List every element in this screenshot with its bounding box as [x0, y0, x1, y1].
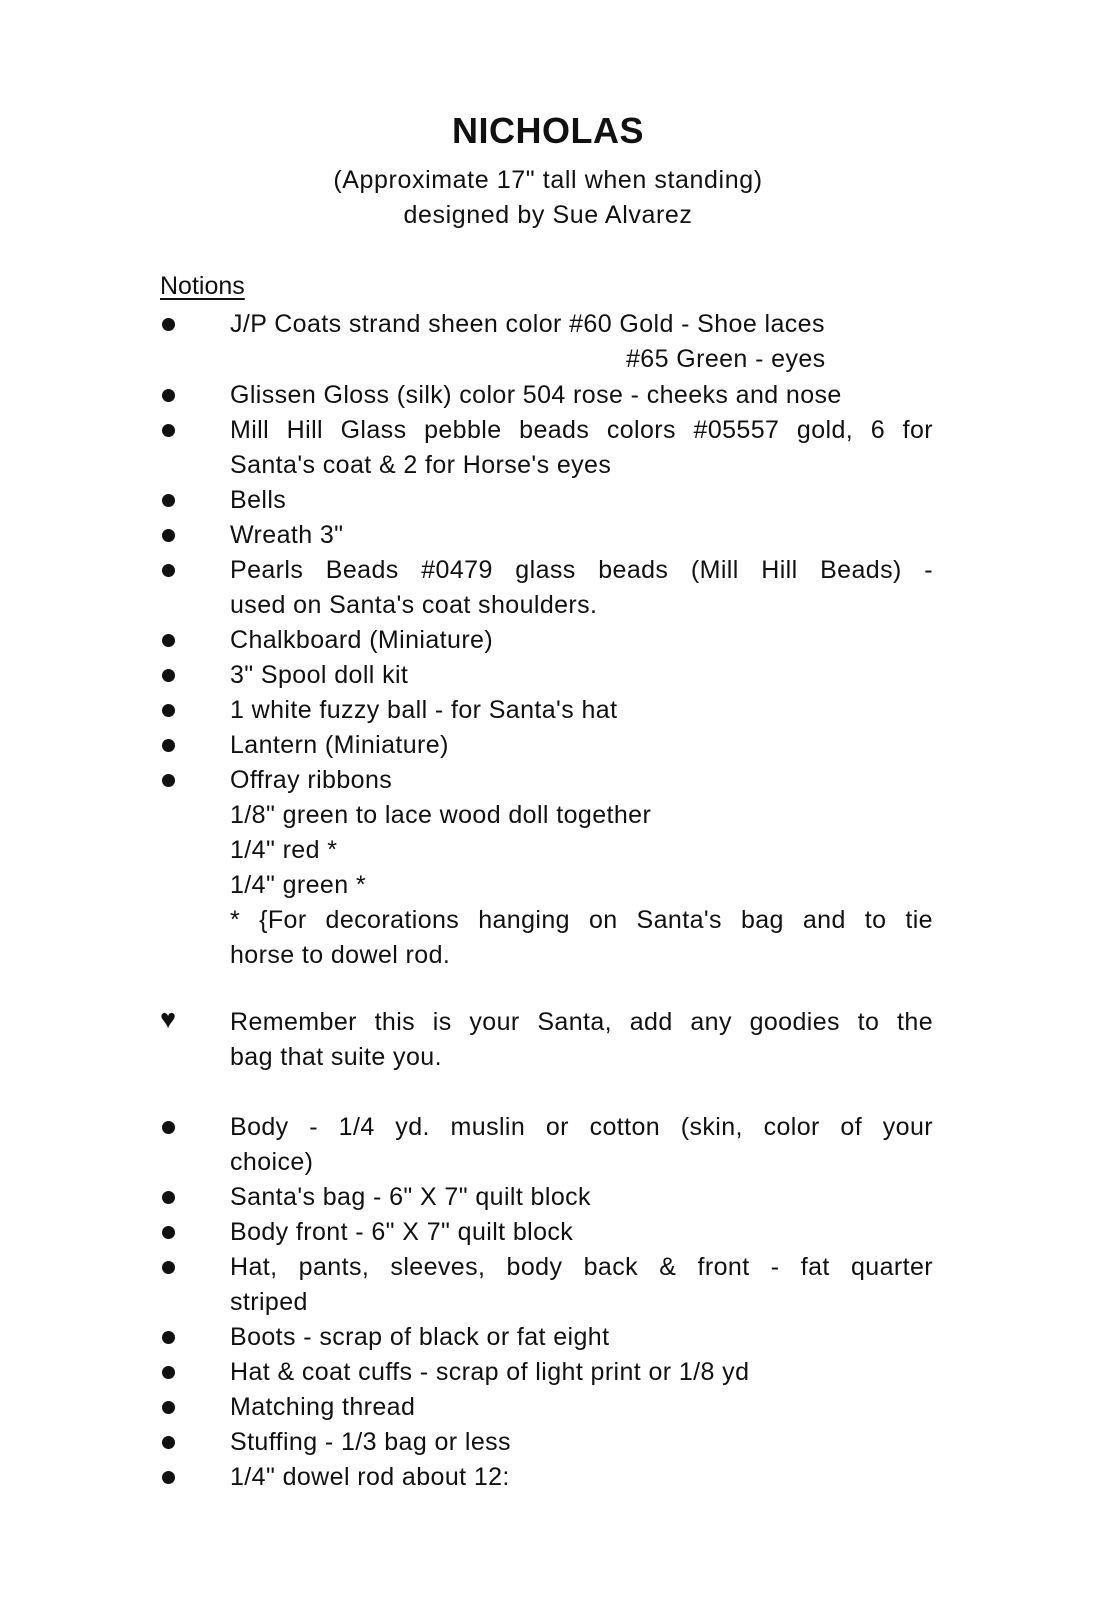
bullet-icon — [162, 1471, 175, 1484]
list-item-text: 1/4" red * — [230, 836, 338, 864]
list-item — [0, 1214, 1112, 1250]
list-item — [0, 727, 1112, 763]
ribbon-note — [0, 902, 1112, 938]
bullet-icon — [162, 1121, 175, 1134]
list-item-text: Bells — [230, 486, 287, 514]
list-item-text: Stuffing - 1/3 bag or less — [230, 1428, 511, 1456]
list-item — [0, 1249, 1112, 1285]
list-item-text: 3" Spool doll kit — [230, 661, 409, 689]
list-item-text: Wreath 3" — [230, 521, 344, 549]
list-item-text: 1 white fuzzy ball - for Santa's hat — [230, 696, 618, 724]
bullet-icon — [162, 318, 175, 331]
ribbon-line — [0, 797, 1112, 833]
reminder-text: Remember this is your Santa, add any goodies to the — [230, 1008, 933, 1036]
bullet-icon — [162, 1331, 175, 1344]
page-title: NICHOLAS — [452, 110, 644, 151]
list-item — [0, 1424, 1112, 1460]
list-item — [0, 517, 1112, 553]
list-item-text: Boots - scrap of black or fat eight — [230, 1323, 610, 1351]
list-item-text: Santa's bag - 6" X 7" quilt block — [230, 1183, 591, 1211]
list-item-text: striped — [230, 1288, 308, 1316]
reminder-text: bag that suite you. — [230, 1043, 442, 1071]
list-item-text: J/P Coats strand sheen color #60 Gold - Shoe laces — [230, 310, 825, 338]
list-item — [0, 762, 1112, 798]
list-item-text: Offray ribbons — [230, 766, 393, 794]
list-item — [0, 1179, 1112, 1215]
bullet-icon — [162, 1436, 175, 1449]
list-item-text: 1/8" green to lace wood doll together — [230, 801, 652, 829]
list-item-continuation — [0, 1144, 1112, 1180]
bullet-icon — [162, 1191, 175, 1204]
bullet-icon — [162, 739, 175, 752]
reminder-note — [0, 1004, 1112, 1040]
bullet-icon — [162, 704, 175, 717]
bullet-icon — [162, 1226, 175, 1239]
list-item-text: Body - 1/4 yd. muslin or cotton (skin, color of your — [230, 1113, 933, 1141]
list-item — [0, 1109, 1112, 1145]
list-item-continuation — [0, 1284, 1112, 1320]
reminder-note — [0, 1039, 1112, 1075]
list-item-text: #65 Green - eyes — [626, 345, 826, 373]
bullet-icon — [162, 1261, 175, 1274]
heart-icon: ♥ — [160, 1004, 177, 1034]
list-item-text: Lantern (Miniature) — [230, 731, 449, 759]
bullet-icon — [162, 564, 175, 577]
list-item — [0, 306, 1112, 342]
list-item-text: Pearls Beads #0479 glass beads (Mill Hill Beads) - — [230, 556, 933, 584]
list-item-continuation — [0, 341, 1112, 377]
ribbon-line — [0, 867, 1112, 903]
list-item — [0, 692, 1112, 728]
section-heading-notions: Notions — [160, 272, 245, 300]
subtitle-designer: designed by Sue Alvarez — [403, 201, 693, 229]
bullet-icon — [162, 1366, 175, 1379]
bullet-icon — [162, 774, 175, 787]
list-item — [0, 1319, 1112, 1355]
bullet-icon — [162, 424, 175, 437]
list-item-text: Body front - 6" X 7" quilt block — [230, 1218, 574, 1246]
list-item-continuation — [0, 447, 1112, 483]
list-item-text: Santa's coat & 2 for Horse's eyes — [230, 451, 612, 479]
bullet-icon — [162, 669, 175, 682]
bullet-icon — [162, 634, 175, 647]
list-item — [0, 1389, 1112, 1425]
list-item-text: used on Santa's coat shoulders. — [230, 591, 598, 619]
list-item — [0, 1354, 1112, 1390]
list-item-text: 1/4" dowel rod about 12: — [230, 1463, 510, 1491]
list-item — [0, 412, 1112, 448]
subtitle-size: (Approximate 17" tall when standing) — [333, 166, 763, 194]
list-item-text: Chalkboard (Miniature) — [230, 626, 494, 654]
list-item — [0, 657, 1112, 693]
ribbon-note — [0, 937, 1112, 973]
list-item-text: Mill Hill Glass pebble beads colors #05557 gold, 6 for — [230, 416, 933, 444]
list-item-text: Hat & coat cuffs - scrap of light print or 1/8 yd — [230, 1358, 750, 1386]
list-item — [0, 482, 1112, 518]
bullet-icon — [162, 494, 175, 507]
list-item-text: * {For decorations hanging on Santa's bag and to tie — [230, 906, 933, 934]
bullet-icon — [162, 1401, 175, 1414]
list-item — [0, 1459, 1112, 1495]
bullet-icon — [162, 529, 175, 542]
list-item — [0, 622, 1112, 658]
list-item-text: Glissen Gloss (silk) color 504 rose - cheeks and nose — [230, 381, 842, 409]
list-item — [0, 377, 1112, 413]
bullet-icon — [162, 389, 175, 402]
list-item-text: 1/4" green * — [230, 871, 366, 899]
list-item — [0, 552, 1112, 588]
list-item-text: horse to dowel rod. — [230, 941, 451, 969]
list-item-text: Hat, pants, sleeves, body back & front - fat quarter — [230, 1253, 933, 1281]
list-item-text: choice) — [230, 1148, 314, 1176]
ribbon-line — [0, 832, 1112, 868]
list-item-continuation — [0, 587, 1112, 623]
list-item-text: Matching thread — [230, 1393, 416, 1421]
